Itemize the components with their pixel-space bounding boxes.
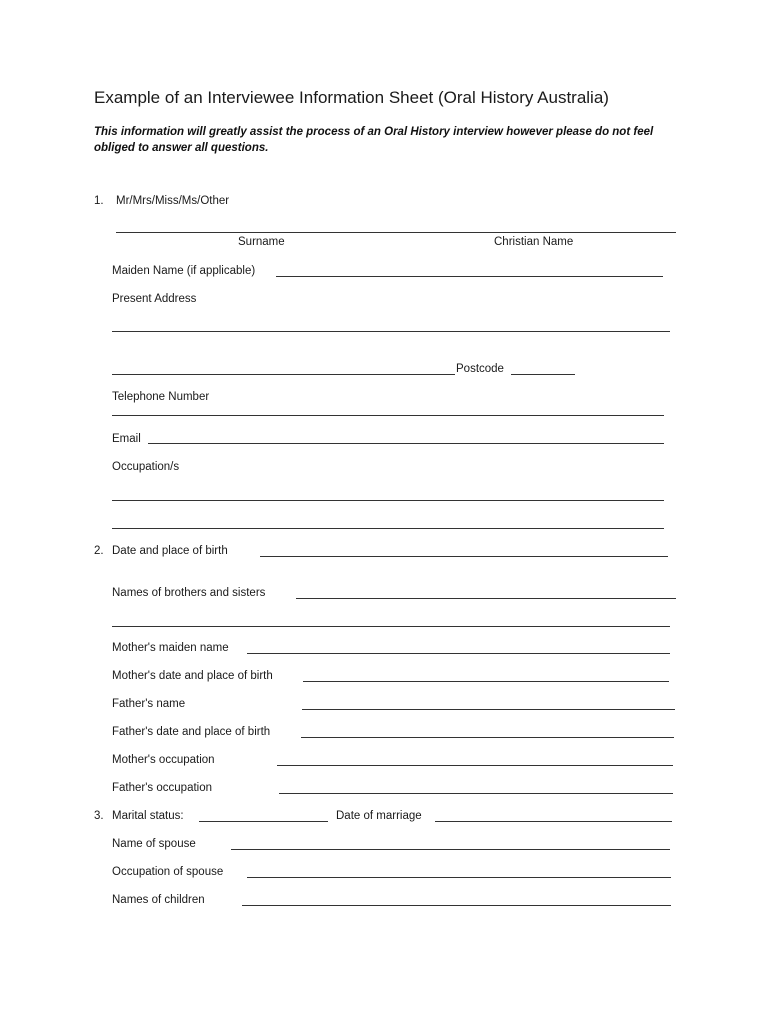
postcode-label: Postcode (456, 363, 504, 375)
surname-label: Surname (238, 236, 285, 248)
mother-dob-label: Mother's date and place of birth (112, 670, 273, 682)
date-of-marriage-field[interactable] (435, 821, 672, 822)
email-label: Email (112, 433, 141, 445)
page-title: Example of an Interviewee Information Sheet (Oral History Australia) (94, 88, 609, 107)
present-address-label: Present Address (112, 293, 197, 305)
dob-label: Date and place of birth (112, 545, 228, 557)
occupation-line-1-field[interactable] (112, 500, 664, 501)
postcode-field[interactable] (511, 374, 575, 375)
marital-status-field[interactable] (199, 821, 328, 822)
siblings-label: Names of brothers and sisters (112, 587, 266, 599)
email-field[interactable] (148, 443, 664, 444)
section-2-number: 2. (94, 545, 104, 557)
father-dob-label: Father's date and place of birth (112, 726, 271, 738)
address-line-1-field[interactable] (112, 331, 670, 332)
address-line-2-field[interactable] (112, 374, 455, 375)
mother-dob-field[interactable] (303, 681, 669, 682)
mother-occupation-label: Mother's occupation (112, 754, 215, 766)
father-name-field[interactable] (302, 709, 675, 710)
father-dob-field[interactable] (301, 737, 674, 738)
spouse-occupation-field[interactable] (247, 877, 671, 878)
children-label: Names of children (112, 894, 205, 906)
section-3-number: 3. (94, 810, 104, 822)
marital-status-label: Marital status: (112, 810, 184, 822)
telephone-field[interactable] (112, 415, 664, 416)
section-1-number: 1. (94, 195, 104, 207)
spouse-name-field[interactable] (231, 849, 670, 850)
children-field[interactable] (242, 905, 671, 906)
spouse-occupation-label: Occupation of spouse (112, 866, 224, 878)
date-of-marriage-label: Date of marriage (336, 810, 422, 822)
christian-name-label: Christian Name (494, 236, 574, 248)
mother-maiden-name-label: Mother's maiden name (112, 642, 229, 654)
mother-occupation-field[interactable] (277, 765, 673, 766)
mother-maiden-name-field[interactable] (247, 653, 670, 654)
name-field-line[interactable] (116, 232, 676, 233)
maiden-name-label: Maiden Name (if applicable) (112, 265, 256, 277)
father-name-label: Father's name (112, 698, 186, 710)
dob-field[interactable] (260, 556, 668, 557)
intro-text: This information will greatly assist the process of an Oral History interview however please do not feel obliged to answer all questions. (94, 126, 654, 154)
siblings-line-2-field[interactable] (112, 626, 670, 627)
father-occupation-field[interactable] (279, 793, 673, 794)
father-occupation-label: Father's occupation (112, 782, 213, 794)
maiden-name-field[interactable] (276, 276, 663, 277)
occupation-label: Occupation/s (112, 461, 180, 473)
salutation-label: Mr/Mrs/Miss/Ms/Other (116, 195, 230, 207)
siblings-line-1-field[interactable] (296, 598, 676, 599)
spouse-name-label: Name of spouse (112, 838, 196, 850)
occupation-line-2-field[interactable] (112, 528, 664, 529)
telephone-label: Telephone Number (112, 391, 210, 403)
